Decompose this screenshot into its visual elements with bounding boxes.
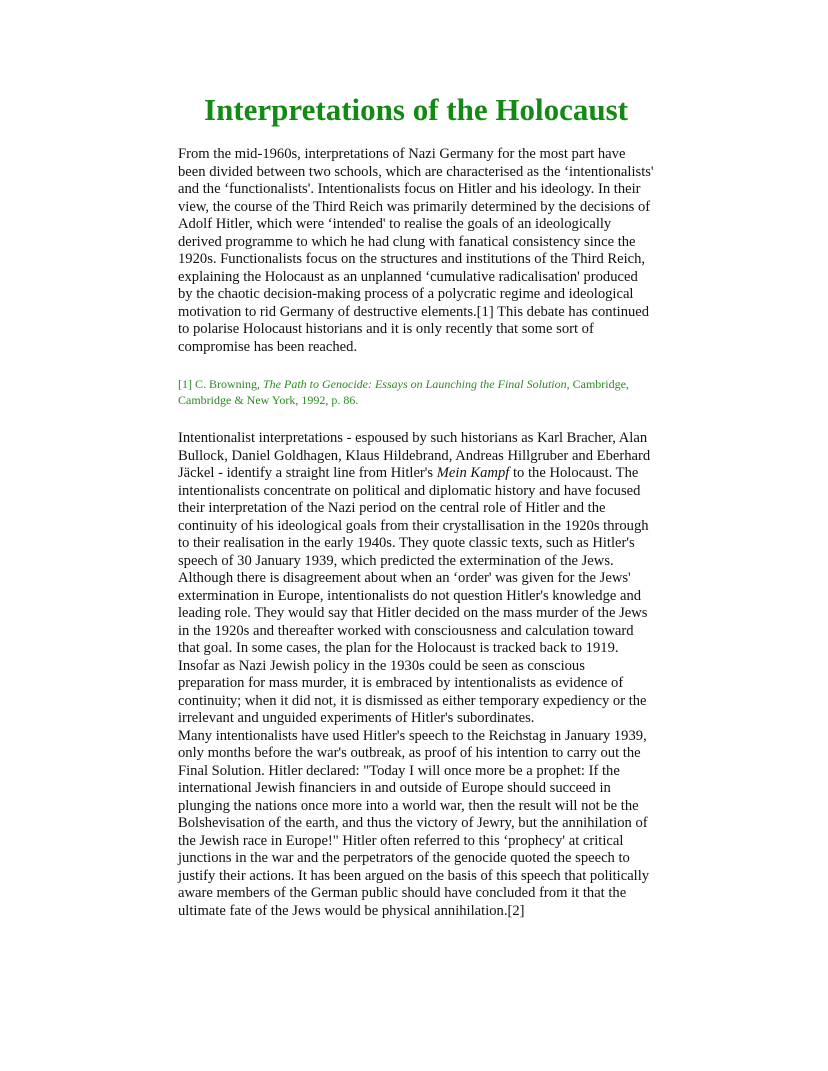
page-title: Interpretations of the Holocaust: [204, 92, 628, 127]
footnote-suffix: , Cambridge, Cambridge & New York, 1992, p. 86.: [178, 377, 629, 407]
paragraph2-before: Intentionalist interpretations - espoused by such historians as Karl Bracher, Alan Bullock, Daniel Goldhagen, Klaus Hildebrand, Andreas Hillgruber and Eberhard Jäckel - identify a straight line from Hitler's: [178, 430, 651, 481]
footnote-1: [178, 377, 654, 408]
paragraph2-after: to the Holocaust. The intentionalists concentrate on political and diplomatic history and have focused their interpretation of the Nazi period on the central role of Hitler and the continuity of his ideological goals from their crystallisation in the 1920s through to their realisation in the early 1940s. They quote classic texts, such as Hitler's speech of 30 January 1939, which predicted the extermination of the Jews. Although there is disagreement about when an ‘order' was given for the Jews' extermination in Europe, intentionalists do not question Hitler's knowledge and leading role. They would say that Hitler decided on the mass murder of the Jews in the 1920s and thereafter worked with consciousness and calculation toward that goal. In some cases, the plan for the Holocaust is tracked back to 1919. Insofar as Nazi Jewish policy in the 1930s could be seen as conscious preparation for mass murder, it is embraced by intentionalists as evidence of continuity; when it did not, it is dismissed as either temporary expediency or the irrelevant and unguided experiments of Hitler's subordinates.: [178, 465, 649, 726]
footnote-book-title: The Path to Genocide: Essays on Launching the Final Solution: [263, 377, 567, 391]
reichstag-speech-paragraph: Many intentionalists have used Hitler's speech to the Reichstag in January 1939, only months before the war's outbreak, as proof of his intention to carry out the Final Solution. Hitler declared: "Today I will once more be a prophet: If the international Jewish financiers in and outside of Europe should succeed in plunging the nations once more into a world war, then the result will not be the Bolshevisation of the earth, and thus the victory of Jewry, but the annihilation of the Jewish race in Europe!" Hitler often referred to this ‘prophecy' at critical junctions in the war and the perpetrators of the genocide quoted the speech to justify their actions. It has been argued on the basis of this speech that politically aware members of the German public should have concluded from it that the ultimate fate of the Jews would be physical annihilation.[2]: [178, 727, 650, 919]
document-page: [178, 92, 654, 920]
footnote-prefix: [1] C. Browning,: [178, 377, 263, 391]
intro-paragraph: From the mid-1960s, interpretations of Nazi Germany for the most part have been divided between two schools, which are characterised as the ‘intentionalists' and the ‘functionalists'. Intentionalists focus on Hitler and his ideology. In their view, the course of the Third Reich was primarily determined by the decisions of Adolf Hitler, which were ‘intended' to realise the goals of an ideologically derived programme to which he had clung with fanatical consistency since the 1920s. Functionalists focus on the structures and institutions of the Third Reich, explaining the Holocaust as an unplanned ‘cumulative radicalisation' produced by the chaotic decision-making process of a polycratic regime and ideological motivation to rid Germany of destructive elements.[1] This debate has continued to polarise Holocaust historians and it is only recently that some sort of compromise has been reached.: [178, 146, 654, 355]
book-mein-kampf: Mein Kampf: [436, 465, 510, 481]
intentionalist-paragraph: [178, 430, 654, 728]
